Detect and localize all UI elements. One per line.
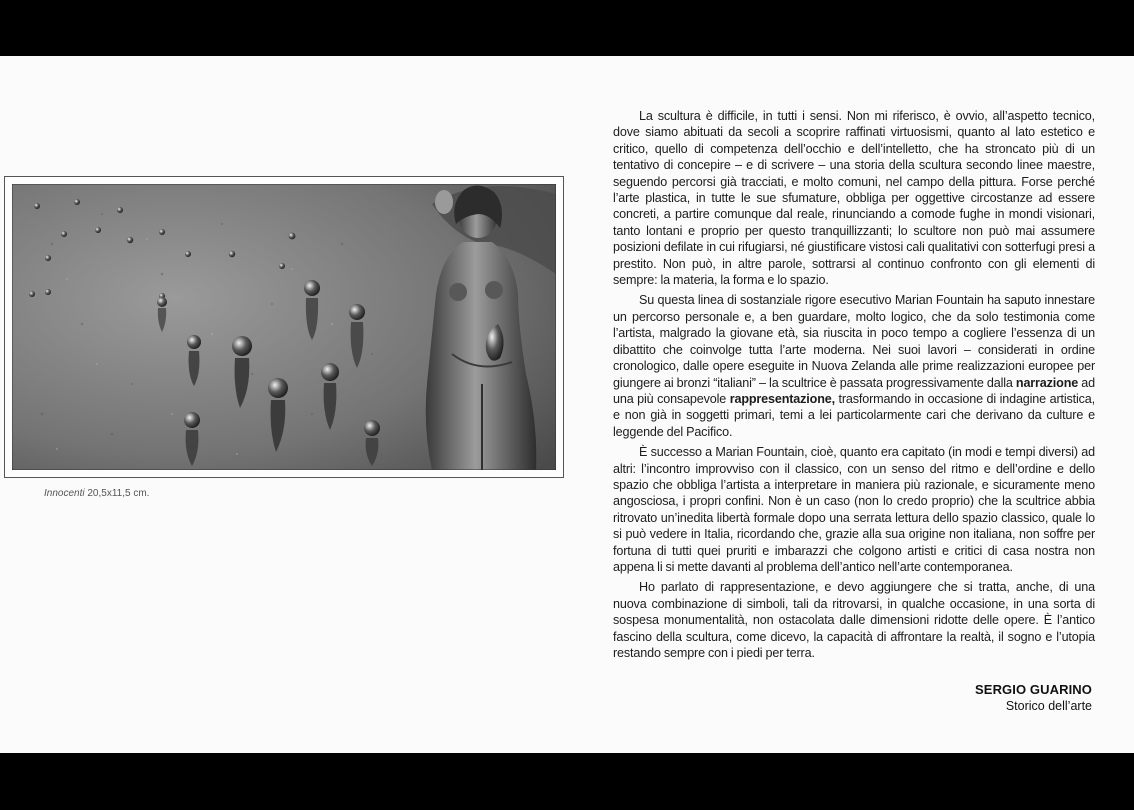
paragraph-4: Ho parlato di rappresentazione, e devo aggiungere che si tratta, anche, di una nuova combinazione di simboli, tali da ritrovarsi, in qualche occasione, in una sorta di sospesa monumentalità, non ostacolata dalle dimensioni ridotte delle opere. È l’antico fascino della scultura, come dicevo, la capacità di affrontare la realtà, il sogno e l’utopia restando sempre con i piedi per terra. [613, 580, 1095, 660]
bottom-black-bar [0, 753, 1134, 810]
image-caption [44, 488, 149, 499]
top-black-bar [0, 0, 1134, 56]
author-name: SERGIO GUARINO [975, 682, 1092, 697]
artwork-photo-frame [4, 176, 564, 478]
sculpture-photo [12, 184, 556, 470]
catalog-spread [0, 56, 1134, 753]
bold-rappresentazione: rappresentazione, [729, 391, 835, 406]
author-role: Storico dell’arte [1005, 699, 1092, 713]
paragraph-2-part-b: ad una più consapevole [613, 375, 1095, 406]
paragraph-1: La scultura è difficile, in tutti i sensi. Non mi riferisco, è ovvio, all’aspetto tecnico, dove siamo abituati da secoli a scoprire raffinati virtuosismi, quanto al lato estetico e critico, quello di competenza dell’occhio e dell’intelletto, che ha stroncato più di un tentativo di concepire – e di scrivere – una storia della scultura secondo linee maestre, seguendo percorsi già tracciati, e molto comuni, nel campo della pittura. Forse perché l’arte plastica, in tutte le sue sfumature, obbliga per oggettive circostanze ad essere concreti, a partire comunque dal reale, rinunciando a comode fughe in mondi visionari, tanto lontani e proprio per questo tranquillizzanti; lo scultore non può mai assumere posizioni defilate in cui rifugiarsi, né giustificare vistosi cali qualitativi con sotterfugi presi a prestito. Non può, in altre parole, sottrarsi al continuo confronto con gli elementi di sempre: la materia, la forma e lo spazio. [613, 109, 1095, 288]
paragraph-3: È successo a Marian Fountain, cioè, quanto era capitato (in modi e tempi diversi) ad altri: l’incontro improvviso con il classico, con un senso del ritmo e dell’ordine e dello spazio che obbliga l’artista a interpretare in maniera più razionale, e sicuramente meno angosciosa, i propri confini. Non è un caso (non lo credo proprio) che la scultrice abbia ritrovato un’inedita libertà formale dopo una serrata lettura dello spazio classico, quale lo si può vedere in Italia, ricordando che, grazie alla sua origine non italiana, non soffre per fortuna di tutti quei pruriti e imbarazzi che colgono artisti e critici di casa nostra non appena li si mette davanti al problema dell’antico nell’arte contemporanea. [613, 445, 1095, 574]
paragraph-2-part-c: trasformando in occasione di indagine artistica, e non già in soggetti primari, temi a lei particolarmente cari che derivano da culture e leggende del Pacifico. [613, 391, 1095, 439]
paragraph-2-part-a: Su questa linea di sostanziale rigore esecutivo Marian Fountain ha saputo innestare un percorso personale e, a ben guardare, molto logico, che da solo testimonia come l’artista, malgrado la giovane età, sia riuscita in poco tempo a cogliere l’essenza di un dibattito che coinvolge tutta l’arte moderna. Nei suoi lavori – considerati in ordine cronologico, dalle opere eseguite in Nuova Zelanda alle prime realizzazioni europee per giungere ai bronzi “italiani” – la scultrice è passata progressivamente dalla [613, 293, 1095, 390]
sculpture-relief-image [12, 184, 556, 470]
bold-narrazione: narrazione [1015, 375, 1079, 390]
author-signature [975, 682, 1092, 713]
paragraph-2 [613, 292, 1095, 440]
essay-text [613, 108, 1095, 665]
caption-title: Innocenti [44, 488, 85, 499]
caption-dimensions: 20,5x11,5 cm. [84, 488, 150, 499]
